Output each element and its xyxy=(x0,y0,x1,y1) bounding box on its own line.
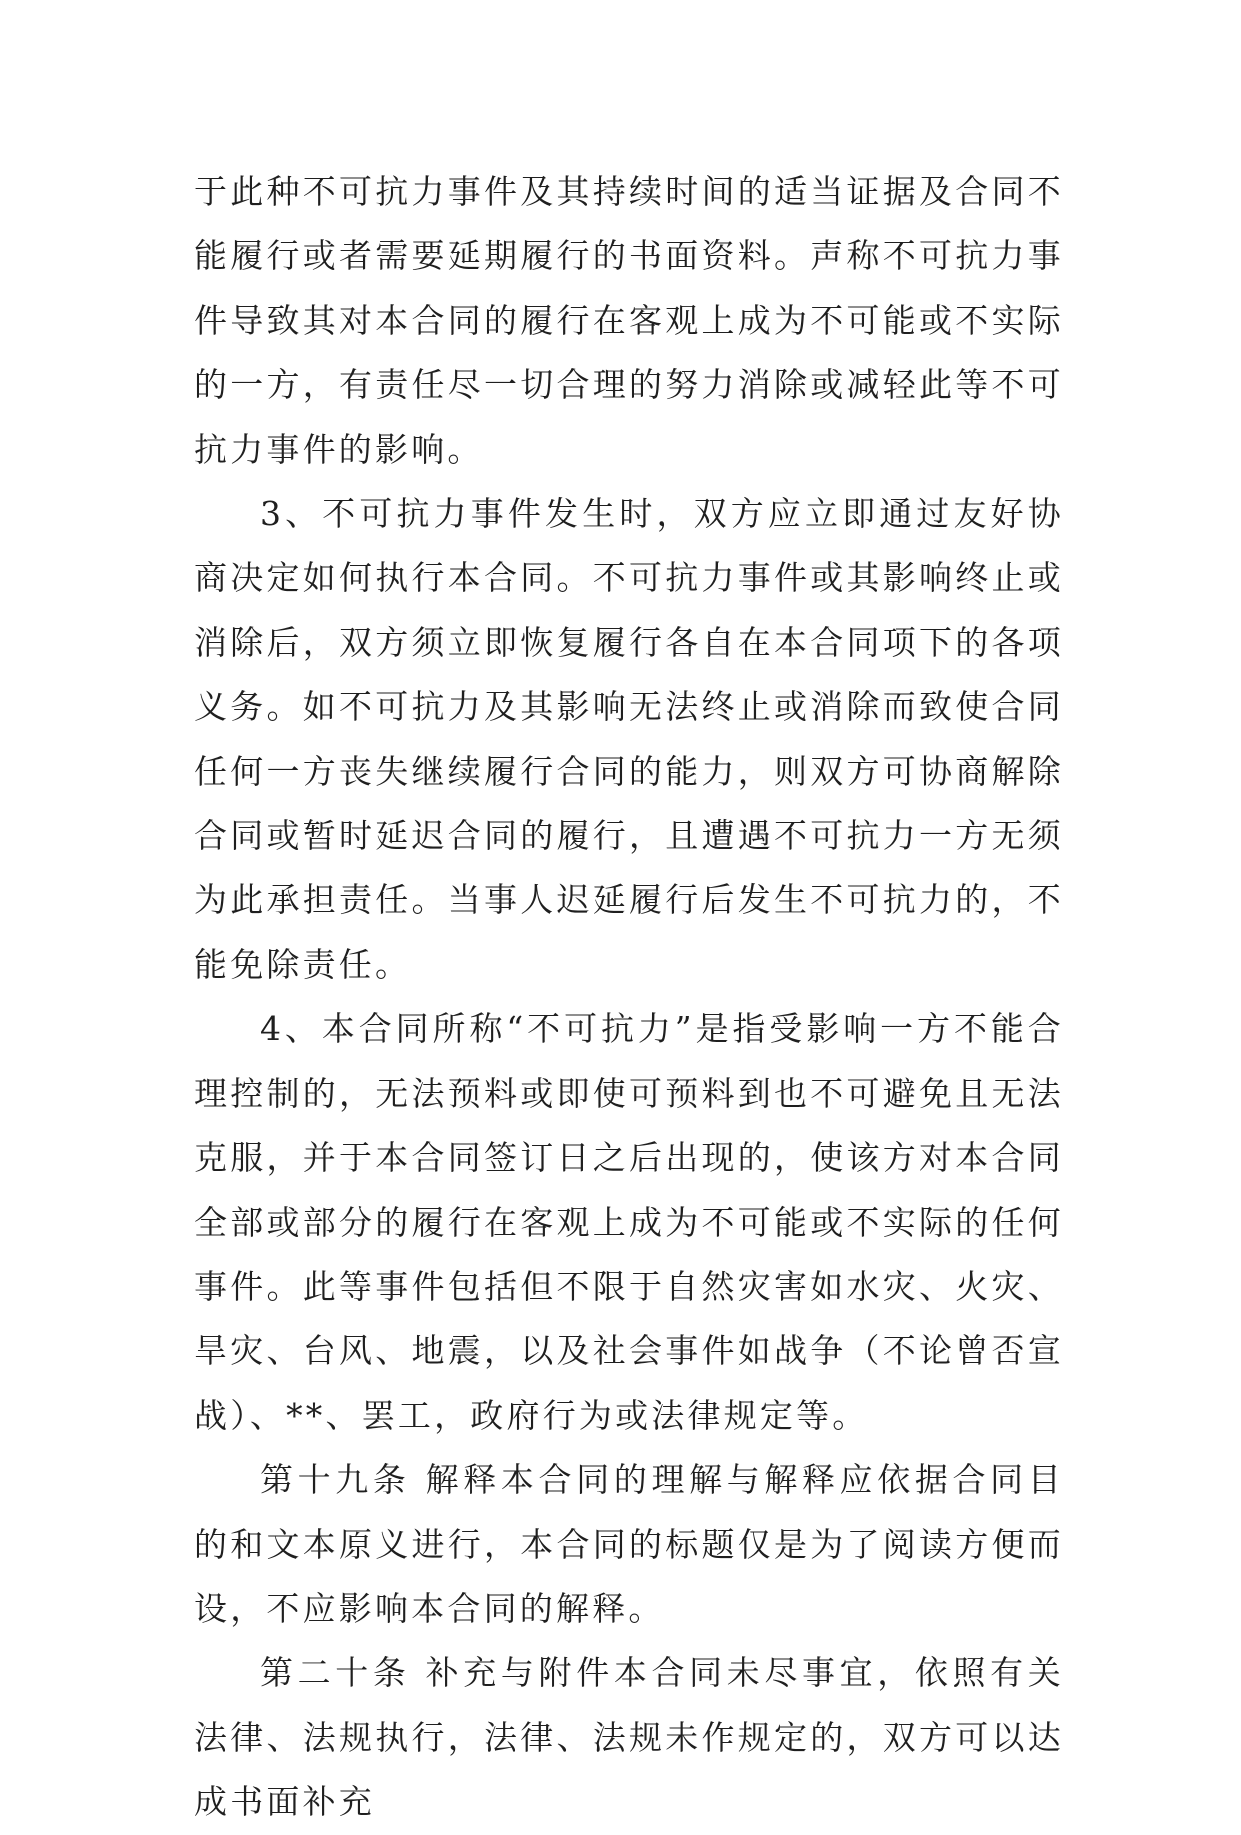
paragraph-article-19: 第十九条 解释本合同的理解与解释应依据合同目的和文本原义进行，本合同的标题仅是为了阅读方便而设，不应影响本合同的解释。 xyxy=(194,1460,1064,1628)
paragraph-article-20: 第二十条 补充与附件本合同未尽事宜，依照有关法律、法规执行，法律、法规未作规定的，双方可以达成书面补充 xyxy=(194,1653,1064,1822)
paragraph-clause-3: 3、不可抗力事件发生时，双方应立即通过友好协商决定如何执行本合同。不可抗力事件或其影响终止或消除后，双方须立即恢复履行各自在本合同项下的各项义务。如不可抗力及其影响无法终止或消除而致使合同任何一方丧失继续履行合同的能力，则双方可协商解除合同或暂时延迟合同的履行，且遭遇不可抗力一方无须为此承担责任。当事人迟延履行后发生不可抗力的，不能免除责任。 xyxy=(194,494,1064,984)
paragraph-clause-4: 4、本合同所称“不可抗力”是指受影响一方不能合理控制的，无法预料或即使可预料到也不可避免且无法克服，并于本合同签订日之后出现的，使该方对本合同全部或部分的履行在客观上成为不可能或不实际的任何事件。此等事件包括但不限于自然灾害如水灾、火灾、旱灾、台风、地震，以及社会事件如战争（不论曾否宣战）、**、罢工，政府行为或法律规定等。 xyxy=(194,1009,1064,1435)
document-body xyxy=(194,160,1064,1835)
paragraph-force-majeure-evidence: 于此种不可抗力事件及其持续时间的适当证据及合同不能履行或者需要延期履行的书面资料。声称不可抗力事件导致其对本合同的履行在客观上成为不可能或不实际的一方，有责任尽一切合理的努力消除或减轻此等不可抗力事件的影响。 xyxy=(194,172,1064,469)
